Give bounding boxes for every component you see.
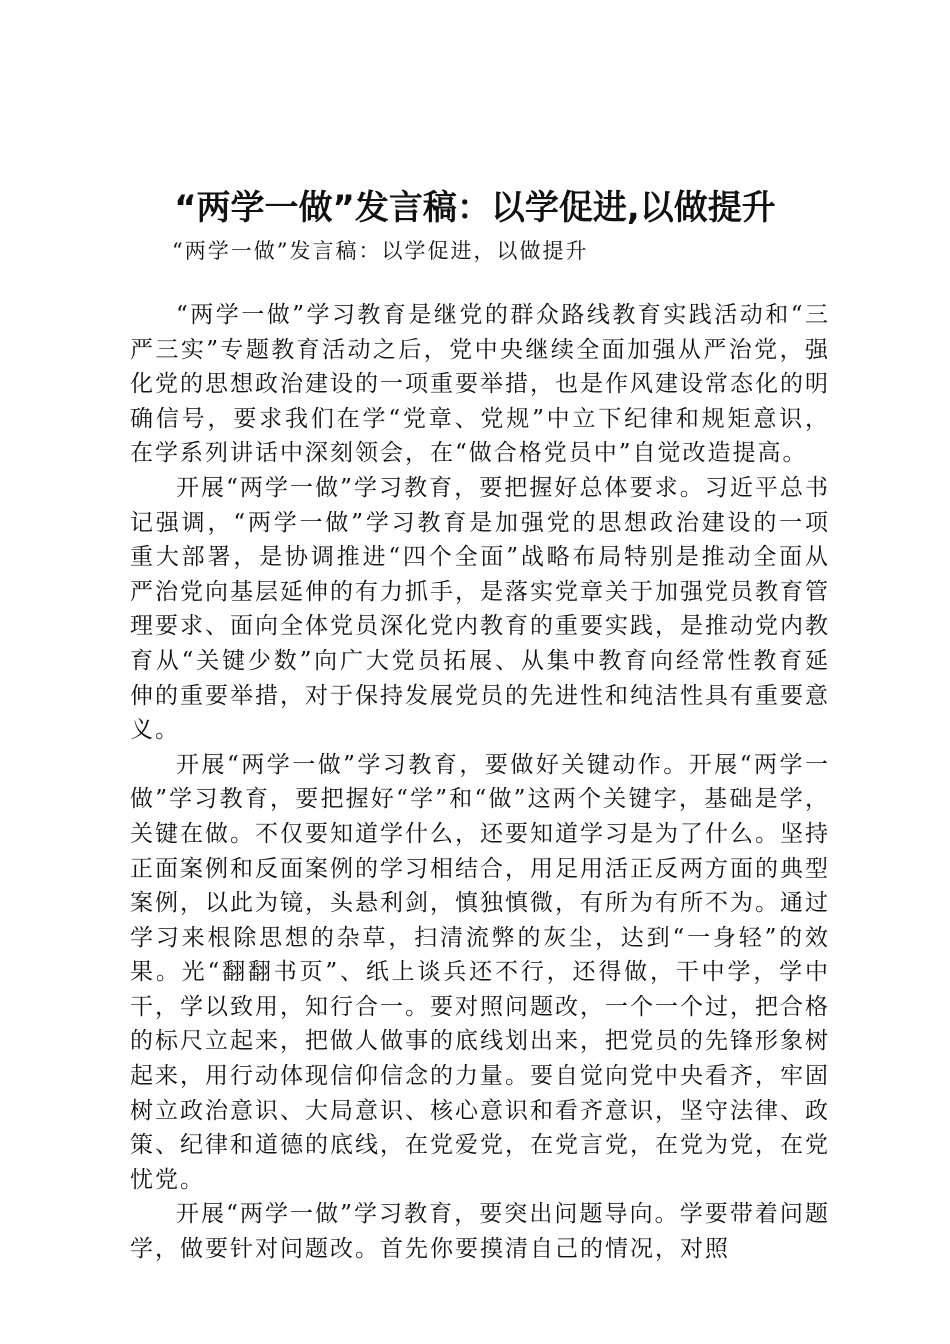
document-subtitle: “两学一做”发言稿：以学促进，以做提升 — [172, 239, 589, 263]
document-title: “两学一做”发言稿：以学促进,以做提升 — [174, 188, 776, 228]
paragraph: 开展“两学一做”学习教育，要把握好总体要求。习近平总书记强调，“两学一做”学习教育是加强党的思想政治建设的一项重大部署，是协调推进“四个全面”战略布局特别是推动全面从严治党向基层延伸的有力抓手，是落实党章关于加强党员教育管理要求、面向全体党员深化党内教育的重要实践，是推动党内教育从“关键少数”向广大党员拓展、从集中教育向经常性教育延伸的重要举措，对于保持发展党员的先进性和纯洁性具有重要意义。 — [130, 474, 830, 744]
paragraph: 开展“两学一做”学习教育，要做好关键动作。开展“两学一做”学习教育，要把握好“学”和“做”这两个关键字，基础是学，关键在做。不仅要知道学什么，还要知道学习是为了什么。坚持正面案例和反面案例的学习相结合，用足用活正反两方面的典型案例，以此为镜，头悬利剑，慎独慎微，有所为有所不为。通过学习来根除思想的杂草，扫清流弊的灰尘，达到“一身轻”的效果。光“翻翻书页”、纸上谈兵还不行，还得做，干中学，学中干，学以致用，知行合一。要对照问题改，一个一个过，把合格的标尺立起来，把做人做事的底线划出来，把党员的先锋形象树起来，用行动体现信仰信念的力量。要自觉向党中央看齐，牢固树立政治意识、大局意识、核心意识和看齐意识，坚守法律、政策、纪律和道德的底线，在党爱党，在党言党，在党为党，在党忧党。 — [130, 751, 830, 1193]
paragraph: 开展“两学一做”学习教育，要突出问题导向。学要带着问题学，做要针对问题改。首先你要摸清自己的情况，对照 — [130, 1201, 830, 1263]
paragraph: “两学一做”学习教育是继党的群众路线教育实践活动和“三严三实”专题教育活动之后，党中央继续全面加强从严治党，强化党的思想政治建设的一项重要举措，也是作风建设常态化的明确信号，要求我们在学“党章、党规”中立下纪律和规矩意识，在学系列讲话中深刻领会，在“做合格党员中”自觉改造提高。 — [130, 302, 830, 467]
document-body — [130, 298, 830, 1267]
